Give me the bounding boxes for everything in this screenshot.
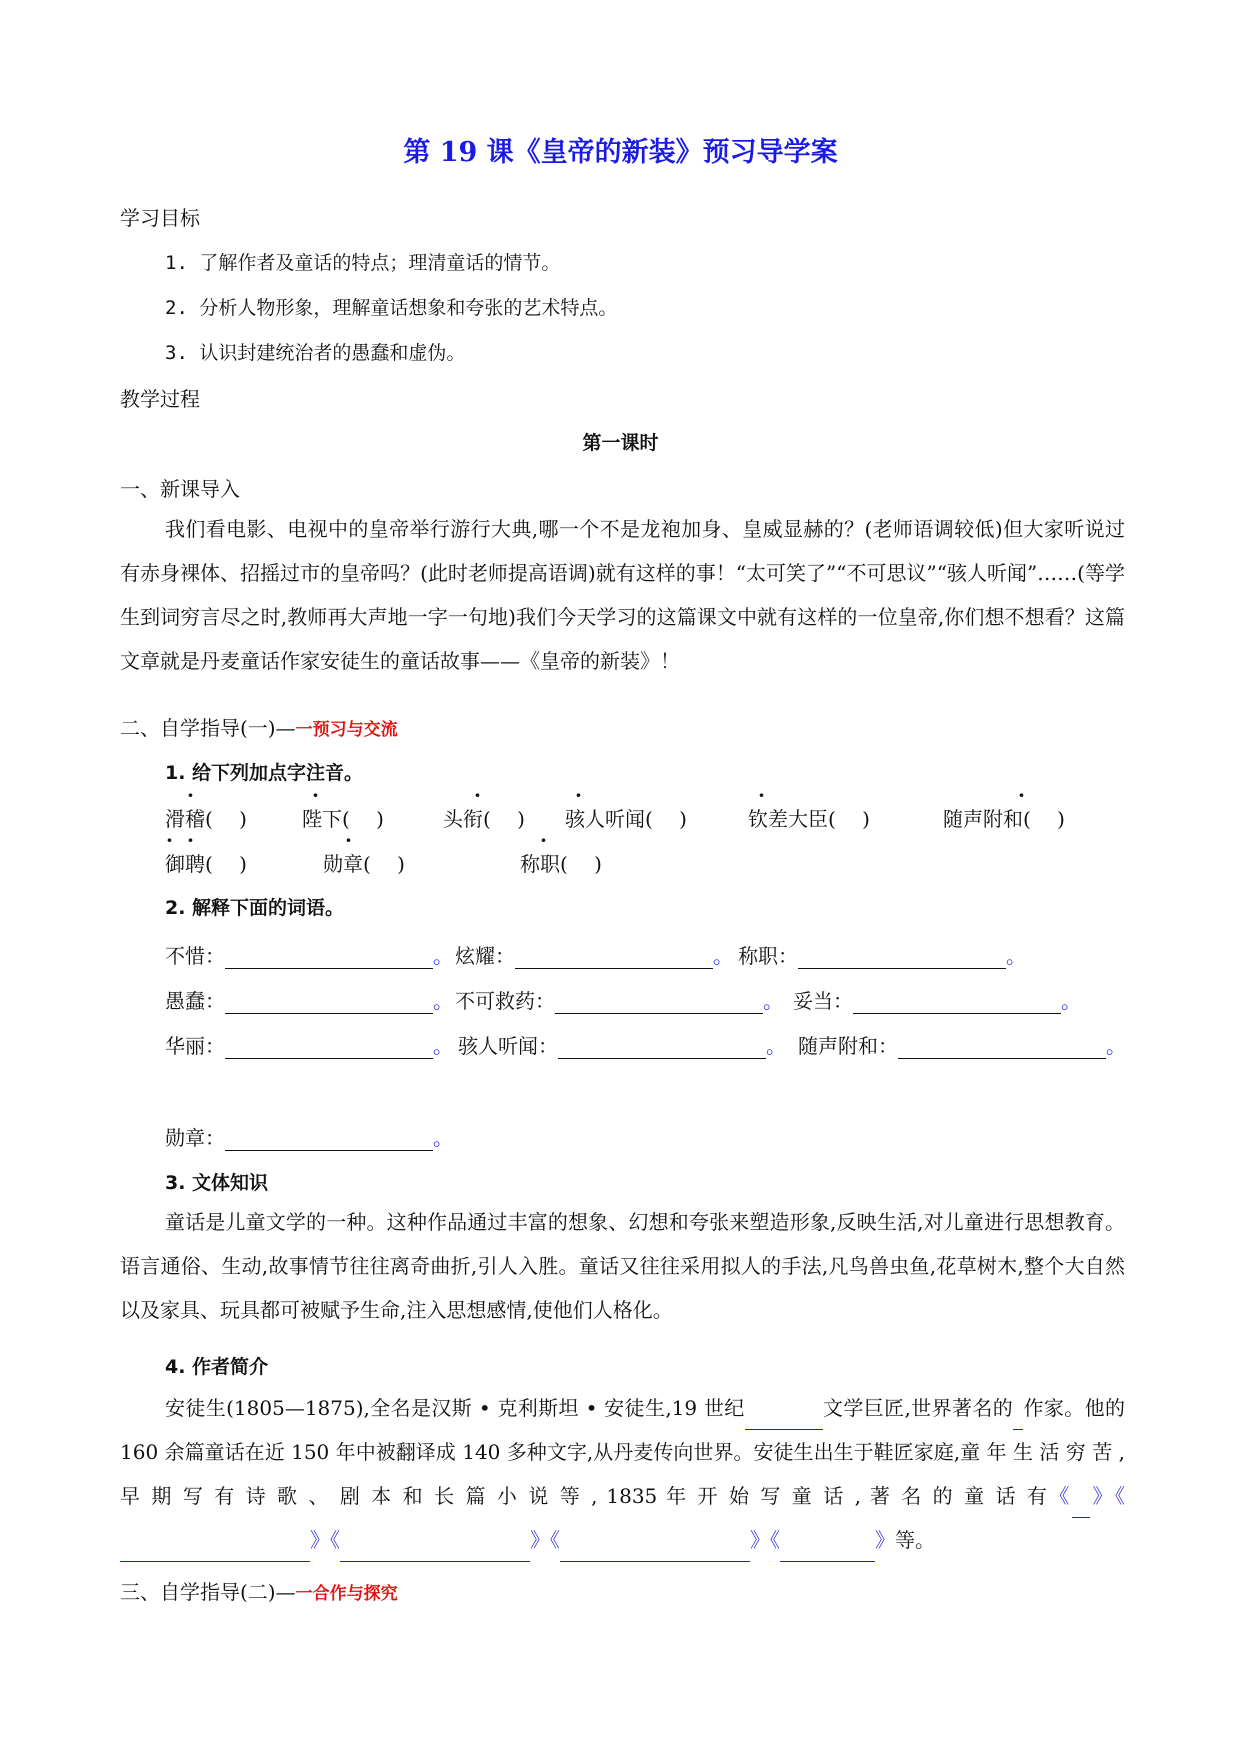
- emphasis-dot-icon: ·: [540, 828, 547, 852]
- section3-heading-red: 一合作与探究: [295, 1584, 398, 1604]
- vocab-item: 勋章： 。: [165, 1126, 453, 1150]
- page-title: 第 19 课《皇帝的新装》预习导学案: [403, 137, 838, 168]
- pinyin-item: 滑稽( ): [165, 807, 247, 831]
- section3-heading-black: 三、自学指导(二)—: [120, 1580, 296, 1604]
- pinyin-item: 头衔( ): [443, 807, 525, 831]
- answer-blank[interactable]: [225, 1036, 433, 1059]
- vocab-item: 不惜： 。: [165, 944, 453, 968]
- objective-3: 3. 认识封建统治者的愚蠢和虚伪。: [165, 342, 466, 364]
- emphasis-dot-icon: ·: [187, 783, 194, 807]
- section1-heading: 一、新课导入: [120, 477, 240, 501]
- pinyin-item: 钦差大臣( ): [748, 807, 870, 831]
- q3-title: 3. 文体知识: [165, 1172, 269, 1194]
- answer-blank[interactable]: [340, 1539, 530, 1562]
- q1-title: 1. 给下列加点字注音。: [165, 762, 364, 784]
- answer-blank[interactable]: [745, 1407, 823, 1430]
- emphasis-dot-icon: ·: [758, 783, 765, 807]
- answer-blank[interactable]: [1072, 1495, 1090, 1518]
- vocab-item: 妥当： 。: [793, 989, 1081, 1013]
- emphasis-dot-icon: ·: [187, 828, 194, 852]
- objective-1: 1. 了解作者及童话的特点；理清童话的情节。: [165, 252, 561, 274]
- answer-blank[interactable]: [780, 1539, 875, 1562]
- section2-heading: [120, 712, 398, 741]
- pinyin-item: 称职( ): [520, 852, 602, 876]
- answer-blank[interactable]: [560, 1539, 750, 1562]
- pinyin-item: 御聘( ): [165, 852, 247, 876]
- answer-blank[interactable]: [898, 1036, 1106, 1059]
- answer-blank[interactable]: [225, 946, 433, 969]
- author-text-3: 作家。他的 160 余篇童话在近 150 年中被翻译成 140 多种文字,从丹麦传向世界。安徒生出生于鞋匠家庭,童 年 生 活 穷 苦 , 早 期 写 有 诗 歌 、 剧 本 和 长 篇 小 说 等 , 1835 年 开 始 写 童 话 , 著 名 的 童 话 有: [120, 1396, 1125, 1508]
- answer-blank[interactable]: [853, 991, 1061, 1014]
- emphasis-dot-icon: ·: [1018, 783, 1025, 807]
- vocab-item: 华丽： 。: [165, 1034, 453, 1058]
- q3-text: 童话是儿童文学的一种。这种作品通过丰富的想象、幻想和夸张来塑造形象,反映生活,对儿童进行思想教育。语言通俗、生动,故事情节往往离奇曲折,引人入胜。童话又往往采用拟人的手法,凡鸟兽虫鱼,花草树木,整个大自然以及家具、玩具都可被赋予生命,注入思想感情,使他们人格化。: [120, 1210, 1125, 1322]
- objective-2: 2. 分析人物形象，理解童话想象和夸张的艺术特点。: [165, 297, 618, 319]
- pinyin-item: 陛下( ): [302, 807, 384, 831]
- author-text-1: 安徒生(1805—1875),全名是汉斯 • 克利斯坦 • 安徒生,19 世纪: [165, 1396, 745, 1420]
- answer-blank[interactable]: [558, 1036, 766, 1059]
- lesson-title: 第一课时: [582, 432, 659, 454]
- objectives-heading: 学习目标: [120, 206, 200, 230]
- answer-blank[interactable]: [798, 946, 1006, 969]
- answer-blank[interactable]: [1013, 1407, 1023, 1430]
- vocab-item: 骇人听闻： 。: [458, 1034, 786, 1058]
- emphasis-dot-icon: ·: [474, 783, 481, 807]
- answer-blank[interactable]: [120, 1539, 310, 1562]
- pinyin-item: 勋章( ): [323, 852, 405, 876]
- author-text-2: 文学巨匠,世界著名的: [822, 1396, 1014, 1420]
- answer-blank[interactable]: [225, 1128, 433, 1151]
- section2-heading-black: 二、自学指导(一)—: [120, 716, 296, 740]
- emphasis-dot-icon: ·: [575, 783, 582, 807]
- vocab-item: 称职： 。: [738, 944, 1026, 968]
- vocab-item: 不可救药： 。: [455, 989, 783, 1013]
- q2-title: 2. 解释下面的词语。: [165, 897, 345, 919]
- answer-blank[interactable]: [225, 991, 433, 1014]
- vocab-item: 愚蠢： 。: [165, 989, 453, 1013]
- answer-blank[interactable]: [515, 946, 713, 969]
- section1-text: 我们看电影、电视中的皇帝举行游行大典,哪一个不是龙袍加身、皇威显赫的？(老师语调较低)但大家听说过有赤身裸体、招摇过市的皇帝吗？(此时老师提高语调)就有这样的事！“太可笑了”“不可思议”“骇人听闻”……(等学生到词穷言尽之时,教师再大声地一字一句地)我们今天学习的这篇课文中就有这样的一位皇帝,你们想不想看？这篇文章就是丹麦童话作家安徒生的童话故事——《皇帝的新装》！: [120, 517, 1125, 673]
- emphasis-dot-icon: ·: [166, 828, 173, 852]
- vocab-item: 随声附和： 。: [798, 1034, 1126, 1058]
- emphasis-dot-icon: ·: [345, 828, 352, 852]
- pinyin-item: 骇人听闻( ): [565, 807, 687, 831]
- process-heading: 教学过程: [120, 387, 200, 411]
- pinyin-item: 随声附和( ): [943, 807, 1065, 831]
- q4-text: 安徒生(1805—1875),全名是汉斯 • 克利斯坦 • 安徒生,19 世纪 文学巨匠,世界著名的 作家。他的 160 余篇童话在近 150 年中被翻译成 140 多种文字,从丹麦传向世界。安徒生出生于鞋匠家庭,童 年 生 活 穷 苦 , 早 期 写 有 诗 歌 、 剧 本 和 长 篇 小 说 等 , 1835 年 开 始 写 童 话 , 著 名 的 童 话 有《 》《》《 》《 》《 》等。: [120, 1386, 1125, 1562]
- answer-blank[interactable]: [555, 991, 763, 1014]
- emphasis-dot-icon: ·: [312, 783, 319, 807]
- section2-heading-red: 一预习与交流: [295, 720, 398, 740]
- vocab-item: 炫耀： 。: [455, 944, 733, 968]
- q4-title: 4. 作者简介: [165, 1356, 269, 1378]
- section3-heading: [120, 1576, 398, 1605]
